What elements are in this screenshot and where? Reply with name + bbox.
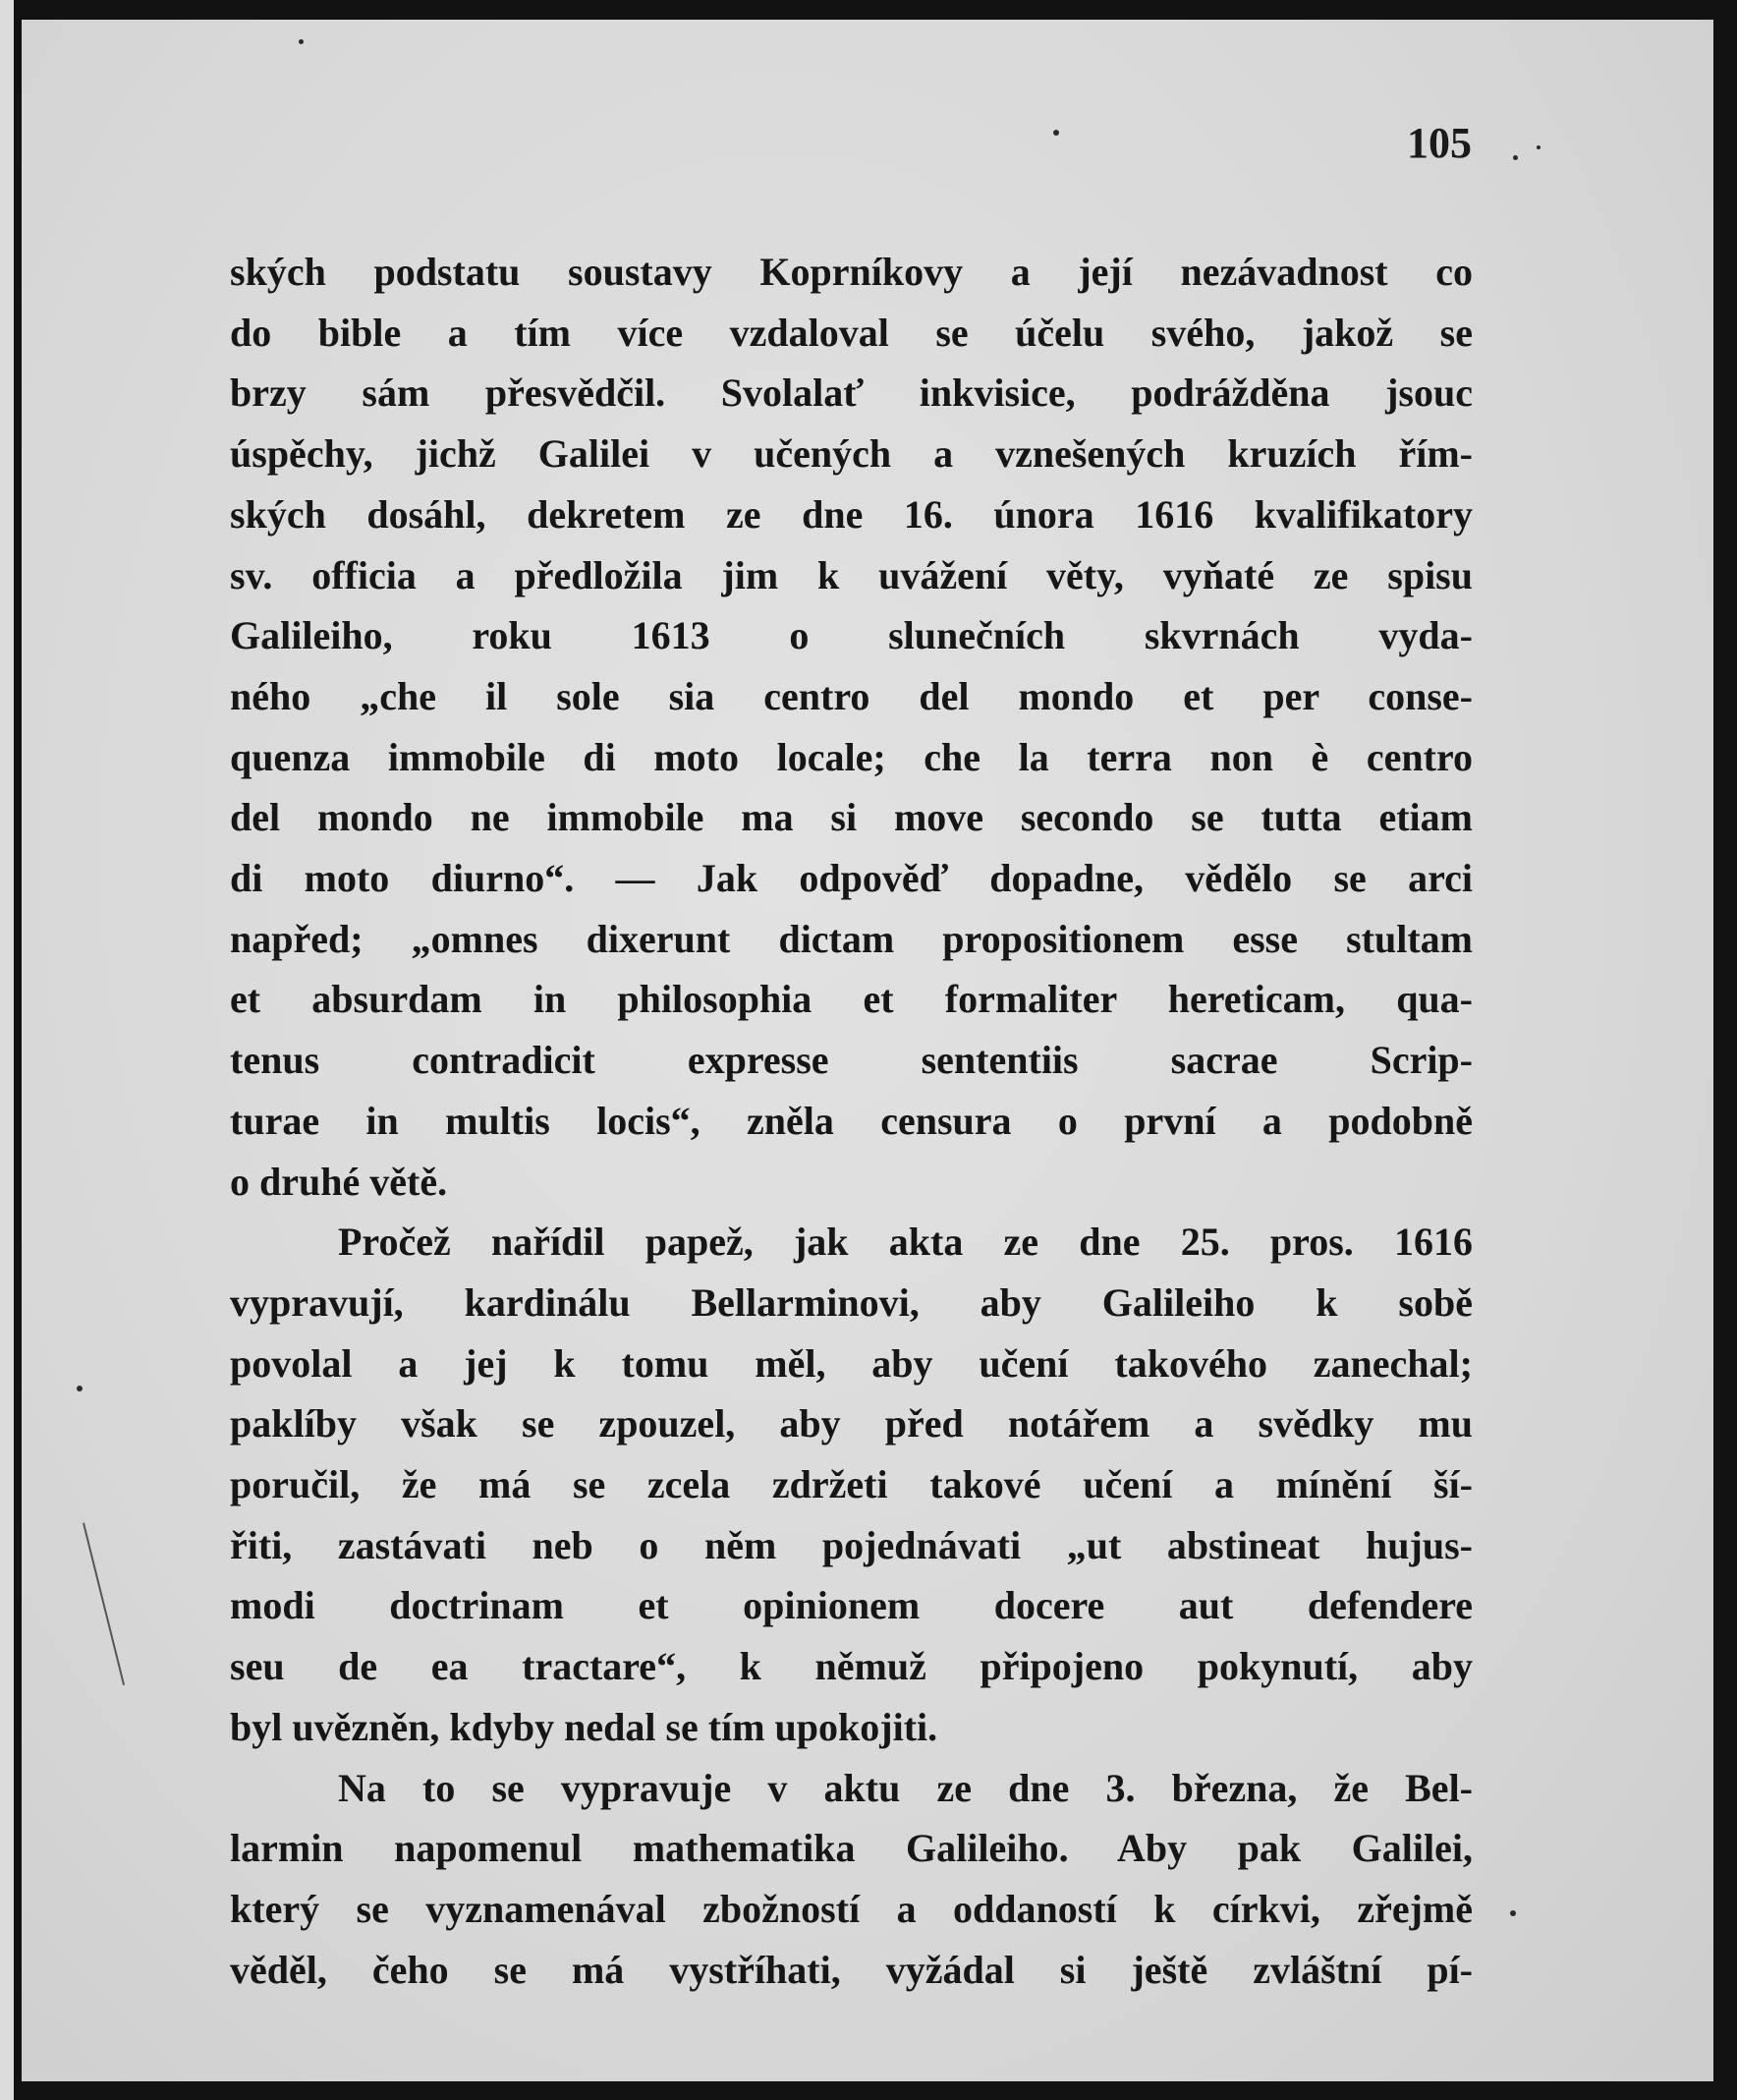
text-line: ských dosáhl, dekretem ze dne 16. února 1616 kvalifikatory: [230, 491, 1473, 537]
text-line: úspěchy, jichž Galilei v učených a vznešených kruzích řím-: [230, 431, 1473, 477]
text-line: ských podstatu soustavy Koprníkovy a její nezávadnost co: [230, 250, 1473, 294]
text-line: povolal a jej k tomu měl, aby učení takového zanechal;: [230, 1340, 1473, 1386]
scan-speck: [299, 39, 304, 44]
page-number: 105: [1407, 119, 1472, 167]
scan-speck: [1053, 130, 1059, 136]
text-line: sv. officia a předložila jim k uvážení věty, vyňaté ze spisu: [230, 552, 1473, 597]
text-line: quenza immobile di moto locale; che la terra non è centro: [230, 734, 1473, 779]
text-line: věděl, čeho se má vystříhati, vyžádal si ještě zvláštní pí-: [230, 1947, 1473, 1992]
text-line: di moto diurno“. — Jak odpověď dopadne, vědělo se arci: [230, 856, 1473, 901]
paragraph-start-line: Na to se vypravuje v aktu ze dne 3. března, že Bel-: [338, 1765, 1473, 1810]
text-line: napřed; „omnes dixerunt dictam propositionem esse stultam: [230, 916, 1473, 961]
scan-speck: [1537, 145, 1541, 149]
text-line: byl uvězněn, kdyby nedal se tím upokojiti.: [230, 1704, 938, 1749]
text-line: do bible a tím více vzdaloval se účelu svého, jakož se: [230, 310, 1473, 355]
text-line: paklíby však se zpouzel, aby před notářem a svědky mu: [230, 1401, 1473, 1447]
text-line: larmin napomenul mathematika Galileiho. Aby pak Galilei,: [230, 1826, 1473, 1871]
text-line: Galileiho, roku 1613 o slunečních skvrnách vyda-: [230, 613, 1473, 658]
text-line: řiti, zastávati neb o něm pojednávati „ut abstineat hujus-: [230, 1522, 1473, 1567]
text-line: modi doctrinam et opinionem docere aut defendere: [230, 1583, 1473, 1628]
text-line: který se vyznamenával zbožností a oddaností k církvi, zřejmě: [230, 1886, 1473, 1931]
adjacent-page-edge: [0, 0, 14, 2100]
text-line: poručil, že má se zcela zdržeti takové učení a mínění ší-: [230, 1462, 1473, 1507]
text-line: turae in multis locis“, zněla censura o první a podobně: [230, 1098, 1473, 1143]
scan-speck: [1513, 155, 1518, 160]
book-page: [22, 20, 1713, 2081]
text-line: tenus contradicit expresse sententiis sacrae Scrip-: [230, 1038, 1473, 1083]
text-line: del mondo ne immobile ma si move secondo se tutta etiam: [230, 795, 1473, 840]
scan-speck: [1510, 1910, 1516, 1916]
scan-speck: [77, 1386, 83, 1391]
text-line: et absurdam in philosophia et formaliter hereticam, qua-: [230, 977, 1473, 1022]
body-text: [230, 242, 1473, 2000]
scan-scratch: [83, 1523, 125, 1685]
text-line: seu de ea tractare“, k němuž připojeno pokynutí, aby: [230, 1644, 1473, 1689]
text-line: vypravují, kardinálu Bellarminovi, aby Galileiho k sobě: [230, 1279, 1473, 1325]
text-line: o druhé větě.: [230, 1159, 448, 1204]
text-line: brzy sám přesvědčil. Svolalať inkvisice, podrážděna jsouc: [230, 370, 1473, 416]
text-line: ného „che il sole sia centro del mondo et per conse-: [230, 673, 1473, 718]
paragraph-start-line: Pročež nařídil papež, jak akta ze dne 25. pros. 1616: [338, 1220, 1473, 1265]
